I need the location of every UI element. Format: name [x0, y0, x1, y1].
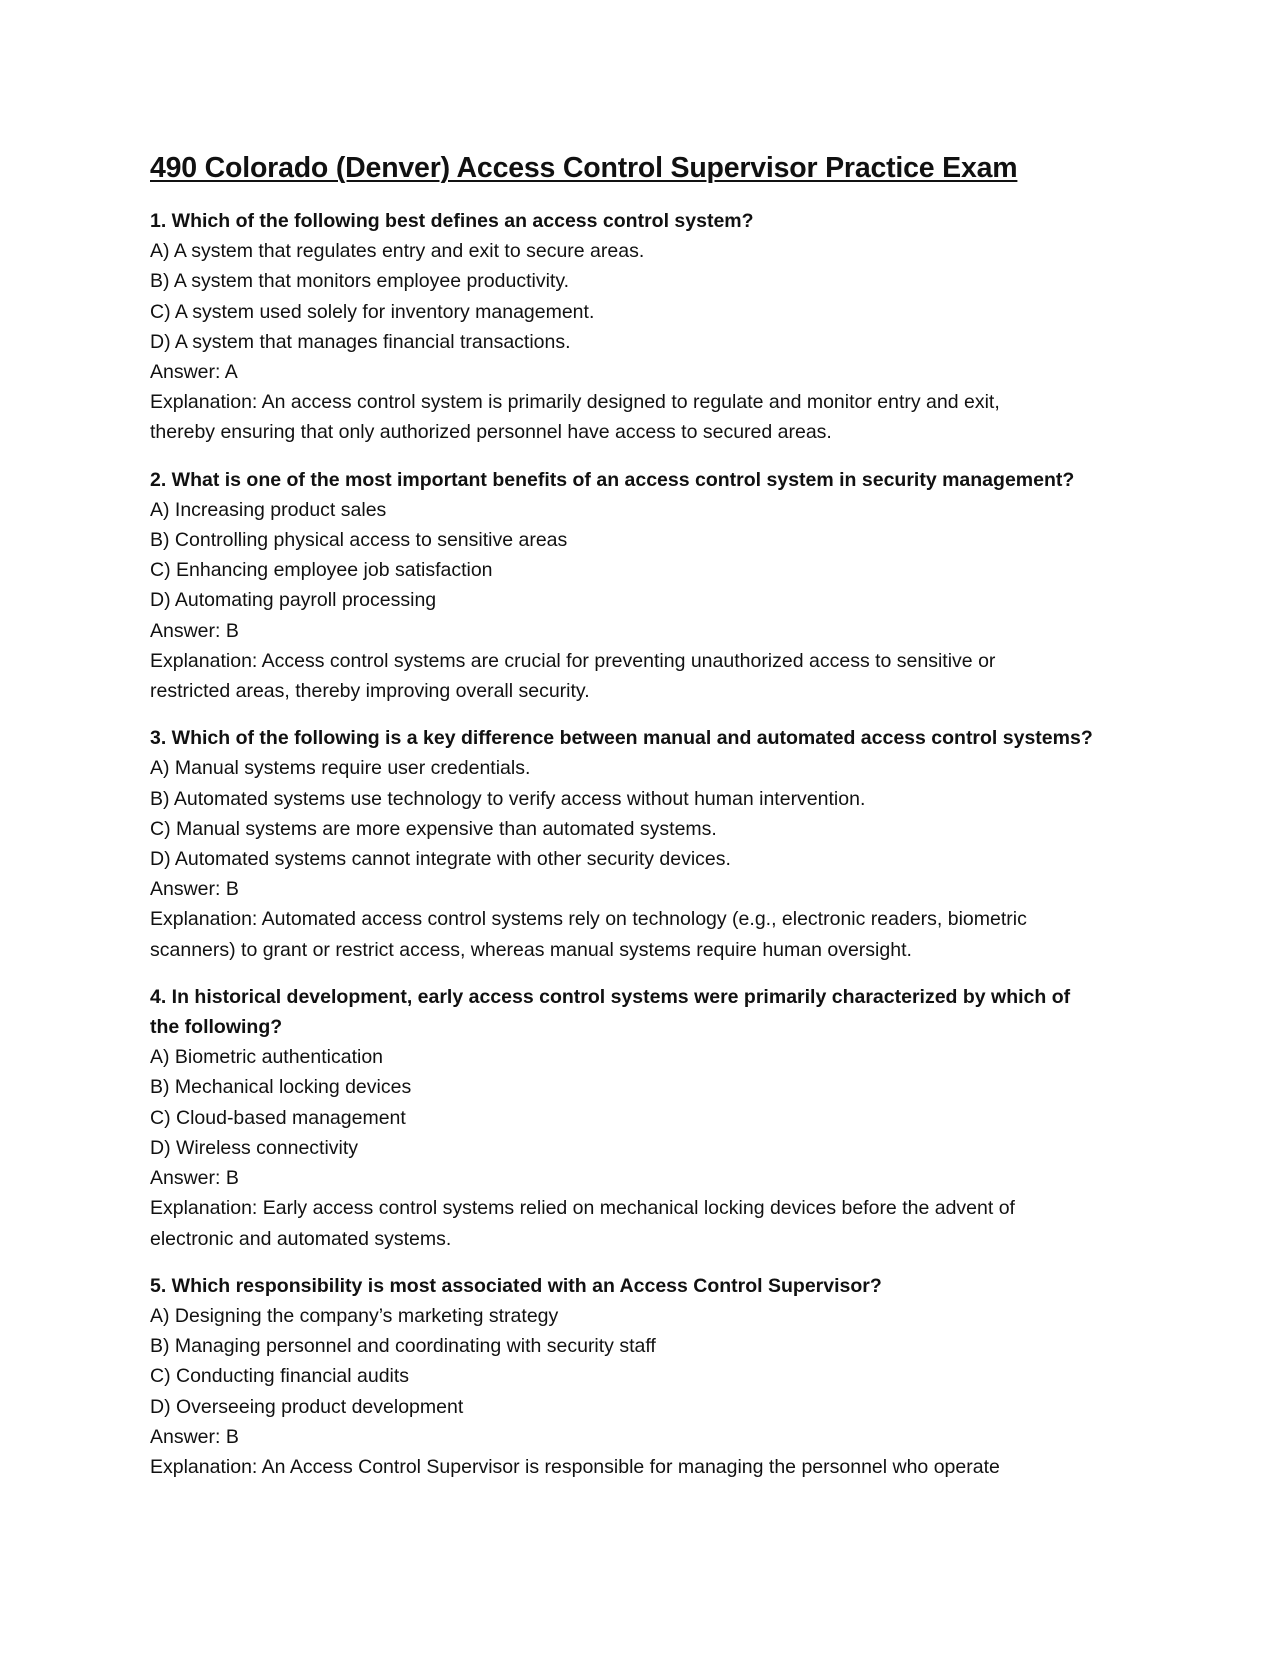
option-a: A) A system that regulates entry and exit to secure areas. [150, 240, 645, 263]
explanation-line-2: scanners) to grant or restrict access, whereas manual systems require human oversight. [150, 938, 912, 961]
answer: Answer: B [150, 878, 239, 901]
option-c: C) A system used solely for inventory management. [150, 300, 595, 323]
option-a: A) Increasing product sales [150, 498, 387, 521]
option-d: D) Wireless connectivity [150, 1136, 359, 1159]
option-c: C) Conducting financial audits [150, 1365, 410, 1388]
option-d: D) Automating payroll processing [150, 589, 437, 612]
question-text: 2. What is one of the most important benefits of an access control system in security management? [150, 468, 1075, 491]
question-text: 3. Which of the following is a key difference between manual and automated access control systems? [150, 727, 1093, 750]
question-block-2 [150, 465, 1130, 707]
explanation-line-2: thereby ensuring that only authorized personnel have access to secured areas. [150, 421, 832, 444]
option-a: A) Biometric authentication [150, 1046, 384, 1069]
option-d: D) Automated systems cannot integrate with other security devices. [150, 848, 731, 871]
question-text: 5. Which responsibility is most associated with an Access Control Supervisor? [150, 1274, 882, 1297]
question-text-line-2: the following? [150, 1016, 283, 1039]
option-c: C) Enhancing employee job satisfaction [150, 559, 493, 582]
option-b: B) Controlling physical access to sensitive areas [150, 529, 568, 552]
option-a: A) Manual systems require user credentials. [150, 757, 531, 780]
question-block-1 [150, 206, 1130, 448]
page-title: 490 Colorado (Denver) Access Control Supervisor Practice Exam [150, 152, 1018, 184]
option-d: D) Overseeing product development [150, 1395, 464, 1418]
explanation-line-1: Explanation: Automated access control systems rely on technology (e.g., electronic readers, biometric [150, 908, 1027, 931]
option-c: C) Manual systems are more expensive than automated systems. [150, 817, 717, 840]
option-c: C) Cloud-based management [150, 1106, 406, 1129]
document-page [150, 150, 1130, 1499]
explanation-line-2: electronic and automated systems. [150, 1227, 452, 1250]
answer: Answer: B [150, 1167, 239, 1190]
option-b: B) Automated systems use technology to verify access without human intervention. [150, 787, 866, 810]
answer: Answer: B [150, 619, 239, 642]
answer: Answer: B [150, 1425, 239, 1448]
option-a: A) Designing the company’s marketing strategy [150, 1304, 559, 1327]
question-block-3 [150, 723, 1130, 965]
option-b: B) Managing personnel and coordinating with security staff [150, 1335, 656, 1358]
explanation-line-1: Explanation: Access control systems are crucial for preventing unauthorized access to sensitive or [150, 649, 996, 672]
option-b: B) A system that monitors employee productivity. [150, 270, 570, 293]
explanation-line-1: Explanation: An Access Control Supervisor is responsible for managing the personnel who operate [150, 1455, 1000, 1478]
question-text-line-1: 4. In historical development, early access control systems were primarily characterized by which of [150, 985, 1071, 1008]
explanation-line-1: Explanation: An access control system is primarily designed to regulate and monitor entry and exit, [150, 391, 1000, 414]
question-block-5 [150, 1271, 1130, 1482]
question-block-4 [150, 982, 1130, 1254]
answer: Answer: A [150, 361, 238, 384]
option-d: D) A system that manages financial transactions. [150, 330, 571, 353]
question-text: 1. Which of the following best defines an access control system? [150, 210, 754, 232]
explanation-line-2: restricted areas, thereby improving overall security. [150, 680, 590, 703]
option-b: B) Mechanical locking devices [150, 1076, 412, 1099]
explanation-line-1: Explanation: Early access control systems relied on mechanical locking devices before the advent of [150, 1197, 1015, 1220]
